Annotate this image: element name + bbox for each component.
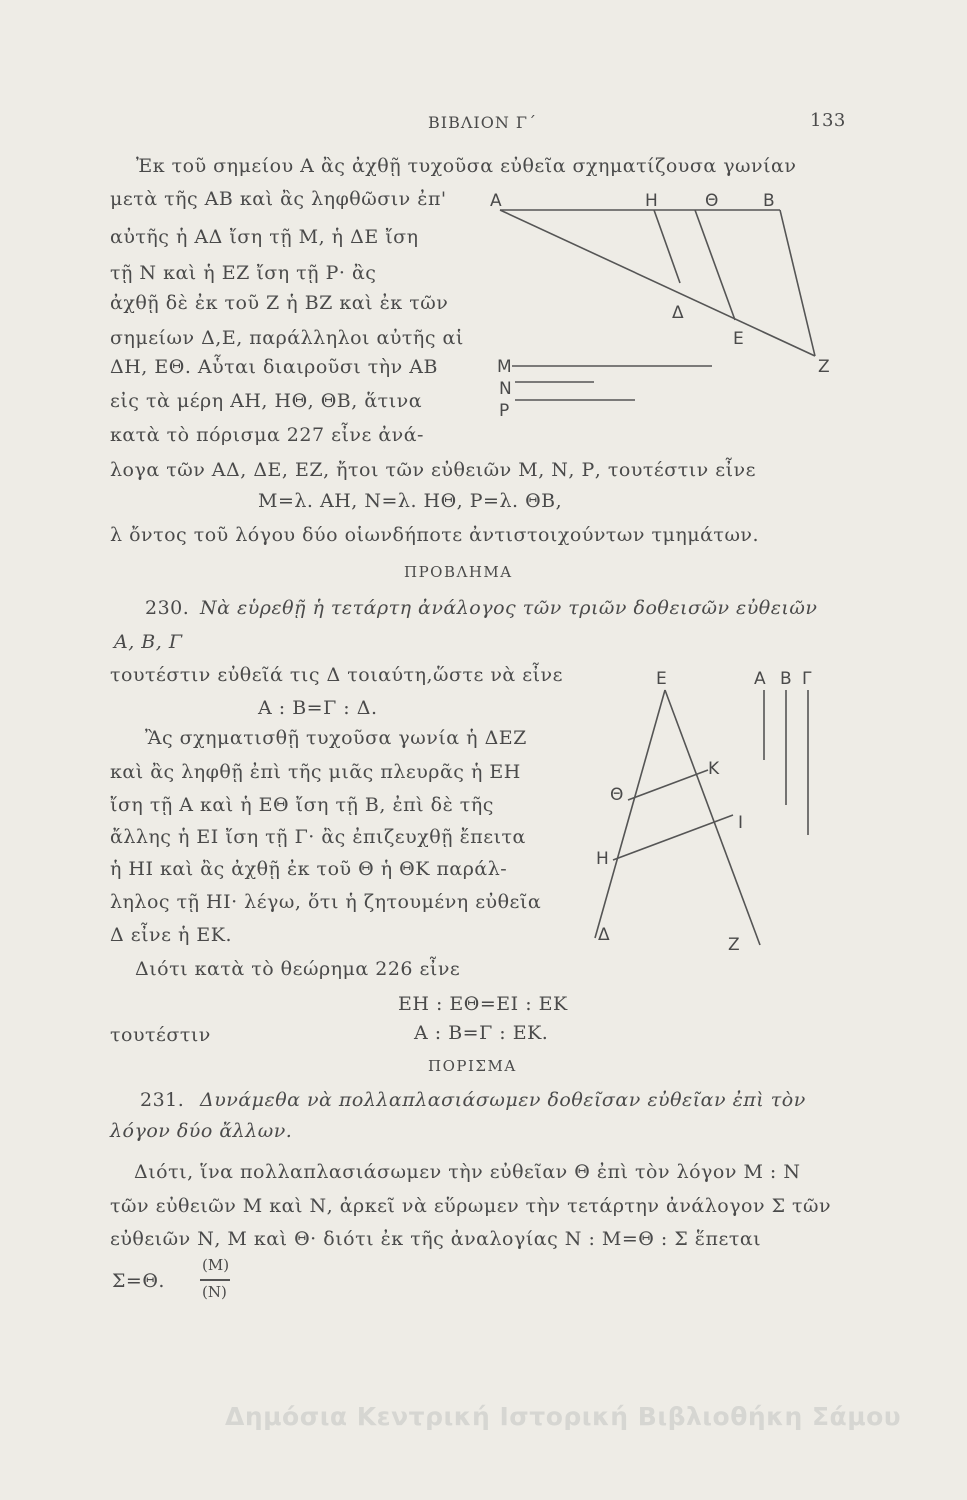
label-theta: Θ	[705, 191, 719, 211]
text-line: κατὰ τὸ πόρισμα 227 εἶνε ἀνά-	[110, 424, 424, 446]
label-a: Α	[490, 191, 502, 211]
text-line: ἴση τῇ Α καὶ ἡ ΕΘ ἴση τῇ Β, ἐπὶ δὲ τῆς	[110, 794, 494, 816]
library-watermark: Δημόσια Κεντρική Ιστορική Βιβλιοθήκη Σάμου	[225, 1402, 902, 1431]
label-theta: Θ	[610, 785, 624, 805]
label-a: Α	[754, 669, 766, 689]
fraction-bar	[200, 1279, 230, 1281]
text-line: λογα τῶν ΑΔ, ΔΕ, ΕΖ, ἤτοι τῶν εὐθειῶν Μ, Ν, Ρ, τουτέστιν εἶνε	[110, 459, 756, 481]
label-p: Ρ	[499, 401, 510, 421]
text-line: αὐτῆς ἡ ΑΔ ἴση τῇ Μ, ἡ ΔΕ ἴση	[110, 226, 419, 248]
label-b: Β	[780, 669, 792, 689]
corollary-heading: ΠΟΡΙΣΜΑ	[428, 1057, 517, 1075]
problem-heading: ΠΡΟΒΛΗΜΑ	[404, 563, 513, 581]
text-line: Ἂς σχηματισθῇ τυχοῦσα γωνία ἡ ΔΕΖ	[145, 727, 527, 749]
problem-statement: Α, Β, Γ	[114, 631, 183, 653]
equation-line: Α : Β=Γ : Δ.	[258, 697, 378, 719]
label-g: Γ	[802, 669, 812, 689]
page-number: 133	[810, 110, 846, 131]
text-line: τουτέστιν	[110, 1024, 211, 1046]
text-line: τῇ Ν καὶ ἡ ΕΖ ἴση τῇ Ρ· ἂς	[110, 262, 377, 284]
label-e: Ε	[733, 329, 744, 349]
text-line: τῶν εὐθειῶν Μ καὶ Ν, ἀρκεῖ νὰ εὕρωμεν τὴν τετάρτην ἀνάλογον Σ τῶν	[110, 1195, 832, 1217]
text-line: ἀχθῇ δὲ ἐκ τοῦ Ζ ἡ ΒΖ καὶ ἐκ τῶν	[110, 292, 449, 314]
formula: Σ=Θ.	[112, 1270, 165, 1292]
text-line: ΔΗ, ΕΘ. Αὗται διαιροῦσι τὴν ΑΒ	[110, 356, 438, 378]
equation-line: ΕΗ : ΕΘ=ΕΙ : ΕΚ	[398, 993, 568, 1015]
text-line: εἰς τὰ μέρη ΑΗ, ΗΘ, ΘΒ, ἅτινα	[110, 390, 423, 412]
label-h: Η	[645, 191, 658, 211]
corollary-statement: Δυνάμεθα νὰ πολλαπλασιάσωμεν δοθεῖσαν εὐθεῖαν ἐπὶ τὸν	[200, 1089, 806, 1111]
text-line: Διότι κατὰ τὸ θεώρημα 226 εἶνε	[135, 958, 461, 980]
text-line: σημείων Δ,Ε, παράλληλοι αὐτῆς αἱ	[110, 327, 464, 349]
label-m: Μ	[497, 357, 512, 377]
text-line: Διότι, ἵνα πολλαπλασιάσωμεν τὴν εὐθεῖαν Θ ἐπὶ τὸν λόγον Μ : Ν	[134, 1161, 801, 1183]
formula-numerator: (Μ)	[202, 1256, 230, 1274]
label-z: Ζ	[818, 357, 830, 377]
text-line: Δ εἶνε ἡ ΕΚ.	[110, 924, 233, 946]
corollary-statement: λόγον δύο ἄλλων.	[110, 1120, 293, 1142]
segment-thk	[628, 770, 708, 800]
label-delta: Δ	[598, 925, 610, 945]
text-line: ἡ ΗΙ καὶ ἂς ἀχθῇ ἐκ τοῦ Θ ἡ ΘΚ παράλ-	[110, 858, 508, 880]
ray-ed	[595, 690, 665, 938]
text-line: τουτέστιν εὐθεῖά τις Δ τοιαύτη,ὥστε νὰ εἶνε	[110, 664, 563, 686]
problem-statement: Νὰ εὑρεθῇ ἡ τετάρτη ἀνάλογος τῶν τριῶν δοθεισῶν εὐθειῶν	[200, 597, 818, 619]
ray-ez	[665, 690, 760, 945]
equation-line: Α : Β=Γ : ΕΚ.	[414, 1022, 549, 1044]
running-header: ΒΙΒΛΙΟΝ Γ΄	[428, 113, 538, 132]
label-k: Κ	[708, 759, 720, 779]
text-line: εὐθειῶν Ν, Μ καὶ Θ· διότι ἐκ τῆς ἀναλογίας Ν : Μ=Θ : Σ ἕπεται	[110, 1228, 762, 1250]
label-b: Β	[763, 191, 775, 211]
text-line: μετὰ τῆς ΑΒ καὶ ἂς ληφθῶσιν ἐπ'	[110, 188, 447, 210]
text-line: ἄλλης ἡ ΕΙ ἴση τῇ Γ· ἂς ἐπιζευχθῇ ἔπειτα	[110, 826, 526, 848]
label-delta: Δ	[672, 303, 684, 323]
text-line: λ ὄντος τοῦ λόγου δύο οἱωνδήποτε ἀντιστοιχούντων τμημάτων.	[110, 524, 760, 546]
label-i: Ι	[738, 813, 744, 833]
label-n: Ν	[499, 379, 512, 399]
text-line: Ἐκ τοῦ σημείου Α ἂς ἀχθῇ τυχοῦσα εὐθεῖα σχηματίζουσα γωνίαν	[136, 155, 797, 177]
text-line: ληλος τῇ ΗΙ· λέγω, ὅτι ἡ ζητουμένη εὐθεῖα	[110, 891, 542, 913]
equation-line: Μ=λ. ΑΗ, Ν=λ. ΗΘ, Ρ=λ. ΘΒ,	[258, 490, 563, 512]
problem-number: 230.	[145, 597, 190, 619]
label-z: Ζ	[728, 935, 740, 955]
segment-hi	[613, 815, 733, 860]
corollary-number: 231.	[140, 1089, 185, 1111]
label-h: Η	[596, 849, 609, 869]
label-e: Ε	[656, 669, 667, 689]
formula-denominator: (Ν)	[202, 1283, 227, 1301]
text-line: καὶ ἂς ληφθῇ ἐπὶ τῆς μιᾶς πλευρᾶς ἡ ΕΗ	[110, 761, 521, 783]
